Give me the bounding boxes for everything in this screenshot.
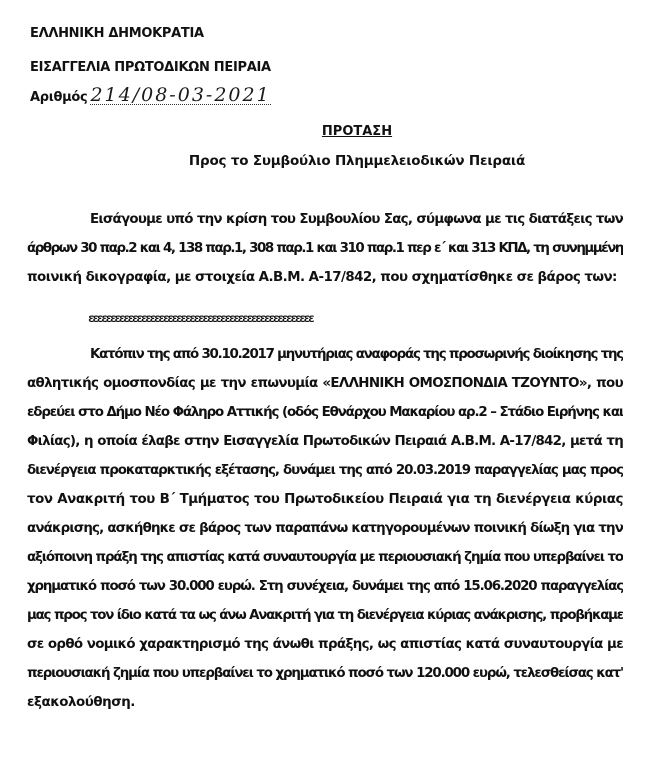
header-republic: ΕΛΛΗΝΙΚΗ ΔΗΜΟΚΡΑΤΙΑ [30,26,204,41]
paragraph-line: εξακολούθηση. [27,695,135,710]
paragraph-line: αθλητικής ομοσπονδίας με την επωνυμία «ΕΛΛΗΝΙΚΗ ΟΜΟΣΠΟΝΔΙΑ ΤΖΟΥΝΤΟ», που [27,376,623,391]
header-prosecutor-office: ΕΙΣΑΓΓΕΛΙΑ ΠΡΩΤΟΔΙΚΩΝ ΠΕΙΡΑΙΑ [30,60,271,75]
paragraph-line: Φιλίας), η οποία έλαβε στην Εισαγγελία Πρωτοδικών Πειραιά Α.Β.Μ. Α-17/842, μετά τη [27,434,623,449]
paragraph-line: μας προς τον ίδιο κατά τα ως άνω Ανακριτή για τη διενέργεια κύριας ανάκρισης, προβήκαμε [27,608,623,623]
paragraph-line: περιουσιακή ζημία που υπερβαίνει το χρηματικό ποσό των 120.000 ευρώ, τελεσθείσας κατ' [27,666,623,681]
document-subtitle: Προς το Συμβούλιο Πλημμελειοδικών Πειραιά [188,153,526,169]
paragraph-1 [27,205,623,292]
paragraph-line: σε ορθό νομικό χαρακτηρισμό της άνωθι πράξης, ως απιστίας κατά συναυτουργία με [27,637,623,652]
paragraph-line: αξιόποινη πράξη της απιστίας κατά συναυτουργία με περιουσιακή ζημία που υπερβαίνει το [27,550,623,565]
paragraph-line: τον Ανακριτή του Β΄ Τμήματος του Πρωτοδικείου Πειραιά για τη διενέργεια κύριας [27,492,623,507]
redacted-names-line: εεεεεεεεεεεεεεεεεεεεεεεεεεεεεεεεεεεεεεεεεεεεεεεεεεε [88,312,313,325]
document-title: ΠΡΟΤΑΣΗ [321,124,393,139]
paragraph-line: ποινική δικογραφία, με στοιχεία Α.Β.Μ. Α-17/842, που σχηματίσθηκε σε βάρος των: [27,270,617,285]
paragraph-line: Εισάγουμε υπό την κρίση του Συμβουλίου Σας, σύμφωνα με τις διατάξεις των [90,212,623,227]
document-number-label: Αριθμός [30,90,88,105]
document-number [30,86,271,105]
paragraph-line: διενέργεια προκαταρκτικής εξέτασης, δυνάμει της από 20.03.2019 παραγγελίας μας προς [27,463,623,478]
paragraph-line: ανάκρισης, ασκήθηκε σε βάρος των παραπάνω κατηγορουμένων ποινική δίωξη για την [27,521,623,536]
paragraph-line: Κατόπιν της από 30.10.2017 μηνυτήριας αναφοράς της προσωρινής διοίκησης της [90,347,623,362]
paragraph-line: άρθρων 30 παρ.2 και 4, 138 παρ.1, 308 παρ.1 και 310 παρ.1 περ ε΄ και 313 ΚΠΔ, τη συνημμένη [27,241,623,256]
handwritten-number-date: 214/08-03-2021 [90,84,271,106]
paragraph-line: χρηματικό ποσό των 30.000 ευρώ. Στη συνέχεια, δυνάμει της από 15.06.2020 παραγγελίας [27,579,623,594]
paragraph-line: εδρεύει στο Δήμο Νέο Φάληρο Αττικής (οδός Εθνάρχου Μακαρίου αρ.2 – Στάδιο Ειρήνης και [27,405,623,420]
paragraph-2 [27,340,623,717]
